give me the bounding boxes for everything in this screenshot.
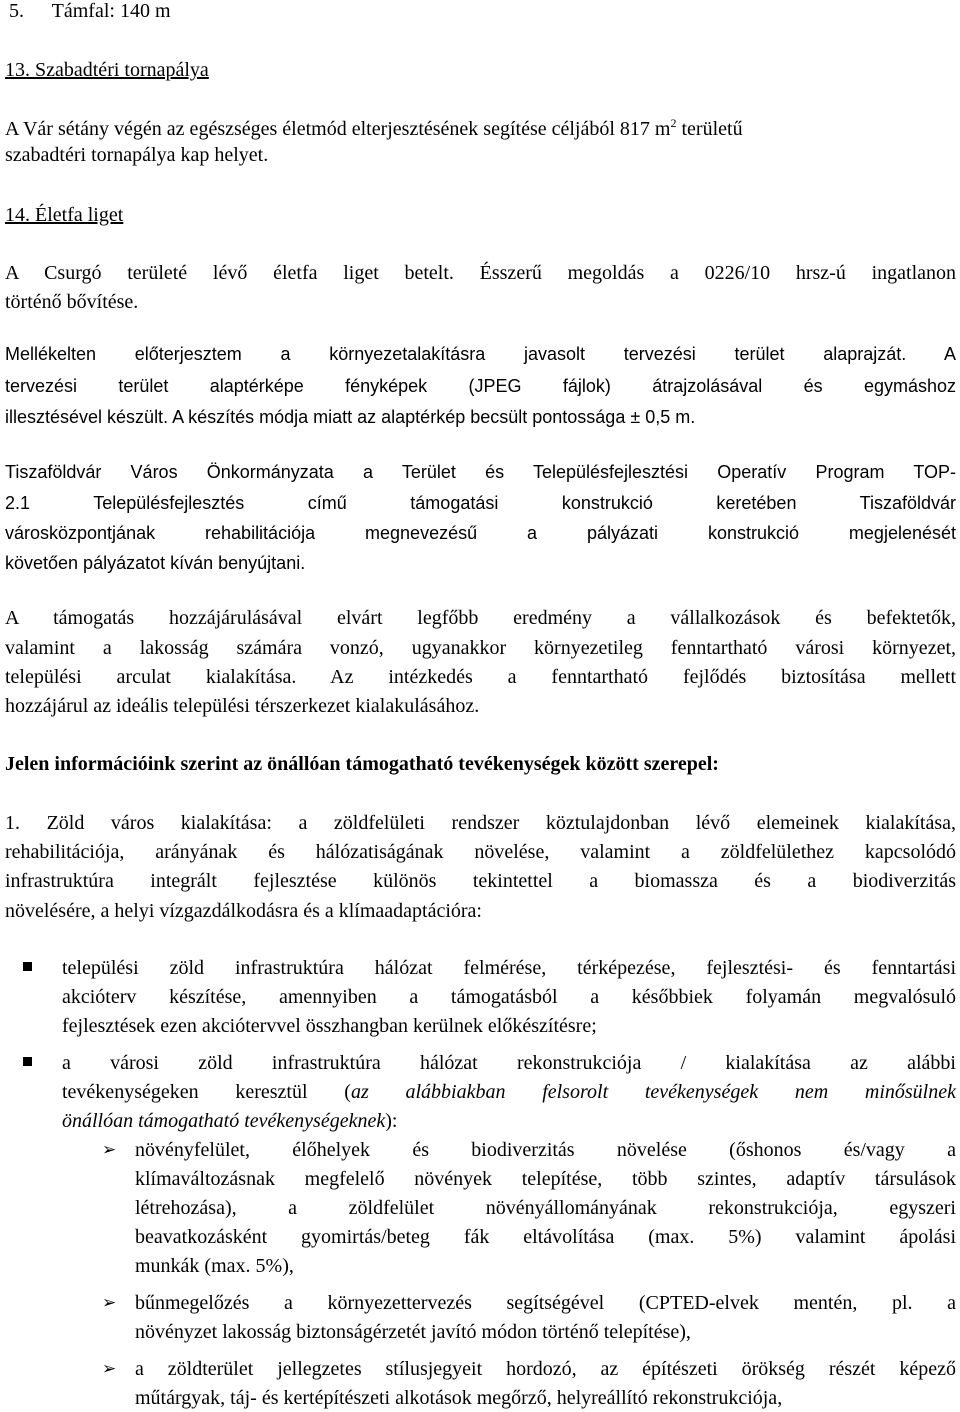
list-number: 5. — [9, 0, 24, 22]
text: ): — [385, 1110, 398, 1132]
arrow-bullet-icon: ➢ — [102, 1293, 117, 1313]
sub1-line-5: munkák (max. 5%), — [135, 1255, 294, 1277]
section-13-heading: 13. Szabadtéri tornapálya — [5, 59, 209, 81]
sub1-line-3: létrehozása), a zöldfelület növényállományának rekonstrukciója, egyszeri — [135, 1197, 956, 1219]
zold-line-3: infrastruktúra integrált fejlesztése különös tekintettel a biomassza és a biodiverzitás — [5, 870, 956, 892]
text: területű — [676, 118, 743, 140]
bullet2-line-1: a városi zöld infrastruktúra hálózat rekonstrukciója / kialakítása az alábbi — [62, 1052, 956, 1074]
bold-heading: Jelen információink szerint az önállóan támogatható tevékenységek között szerepel: — [5, 753, 719, 775]
tamogatas-line-2: valamint a lakosság számára vonzó, ugyanakkor környezetileg fenntartható városi környezet, — [5, 637, 956, 659]
text: tevékenységeken keresztül ( — [62, 1081, 351, 1103]
section-14-line-1: A Csurgó területé lévő életfa liget betelt. Ésszerű megoldás a 0226/10 hrsz-ú ingatlanon — [5, 262, 956, 284]
sub1-line-2: klímaváltozásnak megfelelő növények telepítése, több szintes, adaptív társulások — [135, 1168, 956, 1190]
mellek-line-1: Mellékelten előterjesztem a környezetalakításra javasolt tervezési terület alaprajzát. A — [5, 344, 956, 364]
mellek-line-2: tervezési terület alaptérképe fényképek (JPEG fájlok) átrajzolásával és egymáshoz — [5, 376, 956, 396]
bullet2-line-2 — [62, 1079, 956, 1105]
top-line-3: városközpontjának rehabilitációja megnevezésű a pályázati konstrukció megjelenését — [5, 523, 956, 543]
tamogatas-line-1: A támogatás hozzájárulásával elvárt legfőbb eredmény a vállalkozások és befektetők, — [5, 607, 956, 629]
top-line-2: 2.1 Településfejlesztés című támogatási konstrukció keretében Tiszaföldvár — [5, 493, 956, 513]
superscript: 2 — [670, 116, 677, 130]
zold-line-2: rehabilitációja, arányának és hálózatiságának növelése, valamint a zöldfelülethez kapcsolódó — [5, 841, 956, 863]
square-bullet-icon — [23, 1057, 32, 1066]
arrow-bullet-icon: ➢ — [102, 1140, 117, 1160]
list-item-5 — [9, 0, 171, 24]
mellek-line-3: illesztésével készült. A készítés módja miatt az alaptérkép becsült pontossága ± 0,5 m. — [5, 407, 696, 427]
sub2-line-1: bűnmegelőzés a környezettervezés segítségével (CPTED-elvek mentén, pl. a — [135, 1292, 956, 1314]
section-14-heading: 14. Életfa liget — [5, 204, 124, 226]
section-13-line-1 — [5, 116, 743, 142]
zold-line-4: növelésére, a helyi vízgazdálkodásra és a klímaadaptációra: — [5, 900, 482, 922]
bullet2-line-3 — [62, 1108, 397, 1134]
section-13-line-2: szabadtéri tornapálya kap helyet. — [5, 144, 269, 166]
italic-text: az alábbiakban felsorolt tevékenységek nem minősülnek — [350, 1081, 956, 1103]
sub2-line-2: növényzet lakosság biztonságérzetét javító módon történő telepítése), — [135, 1321, 691, 1343]
italic-text: önállóan támogatható tevékenységeknek — [62, 1110, 386, 1132]
tamogatas-line-4: hozzájárul az ideális települési térszerkezet kialakulásához. — [5, 695, 480, 717]
bullet1-line-3: fejlesztések ezen akciótervvel összhangban kerülnek előkészítésre; — [62, 1015, 597, 1037]
square-bullet-icon — [23, 962, 32, 971]
zold-line-1: 1. Zöld város kialakítása: a zöldfelületi rendszer köztulajdonban lévő elemeinek kialakítása, — [5, 812, 956, 834]
sub3-line-2: műtárgyak, táj- és kertépítészeti alkotások megőrző, helyreállító rekonstrukciója, — [135, 1387, 783, 1409]
section-14-line-2: történő bővítése. — [5, 291, 139, 313]
arrow-bullet-icon: ➢ — [102, 1359, 117, 1379]
top-line-1: Tiszaföldvár Város Önkormányzata a Terület és Településfejlesztési Operatív Program TOP- — [5, 462, 956, 482]
sub3-line-1: a zöldterület jellegzetes stílusjegyeit hordozó, az építészeti örökség részét képező — [135, 1358, 956, 1380]
sub1-line-4: beavatkozásként gyomirtás/beteg fák eltávolítása (max. 5%) valamint ápolási — [135, 1226, 956, 1248]
text: A Vár sétány végén az egészséges életmód elterjesztésének segítése céljából 817 m — [5, 118, 671, 140]
top-line-4: követően pályázatot kíván benyújtani. — [5, 553, 306, 573]
bullet1-line-1: települési zöld infrastruktúra hálózat felmérése, térképezése, fejlesztési- és fenntartási — [62, 957, 956, 979]
list-text: Támfal: 140 m — [51, 0, 171, 22]
tamogatas-line-3: települési arculat kialakítása. Az intézkedés a fenntartható fejlődés biztosítása mellett — [5, 666, 956, 688]
bullet1-line-2: akcióterv készítése, amennyiben a támogatásból a későbbiek folyamán megvalósuló — [62, 986, 956, 1008]
sub1-line-1: növényfelület, élőhelyek és biodiverzitás növelése (őshonos és/vagy a — [135, 1139, 956, 1161]
